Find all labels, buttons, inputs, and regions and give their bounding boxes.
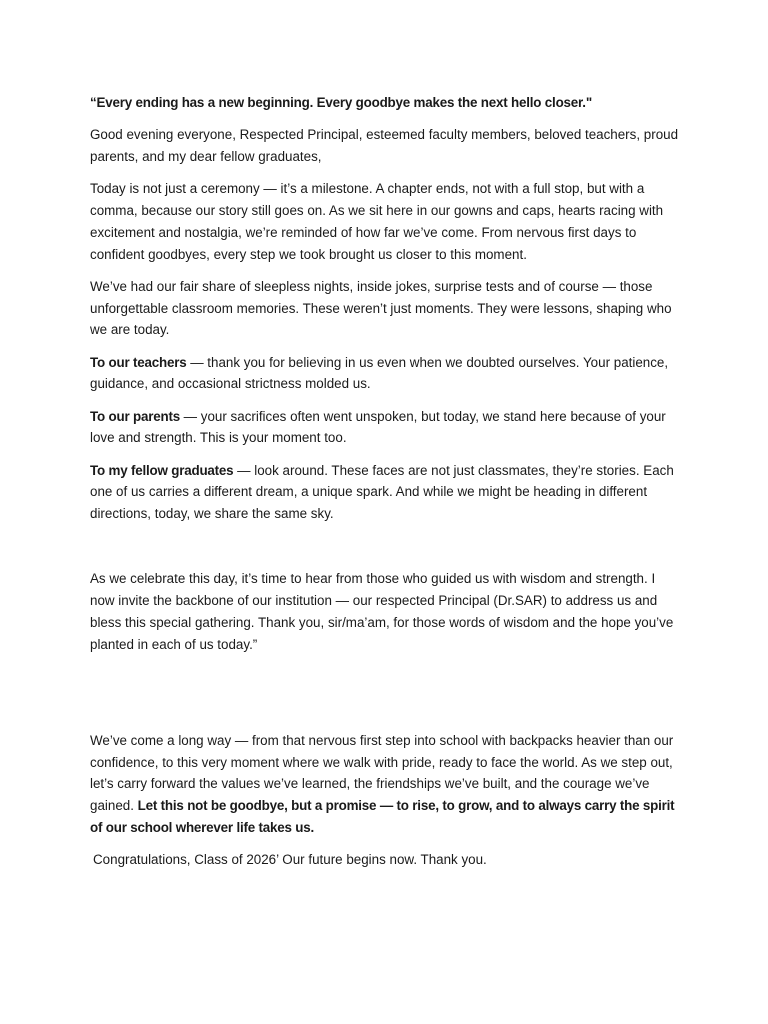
paragraph-spacer bbox=[90, 535, 682, 568]
teachers-lead: To our teachers bbox=[90, 354, 187, 370]
invitation-paragraph: As we celebrate this day, it’s time to hear from those who guided us with wisdom and strength. I now invite the backbone of our institution — our respected Principal (Dr.SAR) to address us and bless this special gathering. Thank you, sir/ma’am, for those words of wisdom and the hope you’ve planted in each of us today.” bbox=[90, 571, 674, 652]
parents-paragraph bbox=[90, 406, 682, 450]
graduates-paragraph bbox=[90, 460, 682, 525]
teachers-paragraph bbox=[90, 352, 682, 396]
closing-paragraph bbox=[90, 730, 682, 839]
teachers-text: — thank you for believing in us even when we doubted ourselves. Your patience, guidance, and occasional strictness molded us. bbox=[90, 354, 669, 392]
graduates-lead: To my fellow graduates bbox=[90, 462, 234, 478]
parents-text: — your sacrifices often went unspoken, but today, we stand here because of your love and strength. This is your moment too. bbox=[90, 408, 666, 446]
closing-bold: Let this not be goodbye, but a promise — to rise, to grow, and to always carry the spirit of our school wherever life takes us. bbox=[90, 798, 675, 836]
parents-lead: To our parents bbox=[90, 408, 180, 424]
paragraph-spacer bbox=[90, 666, 682, 730]
milestone-paragraph: Today is not just a ceremony — it’s a milestone. A chapter ends, not with a full stop, but with a comma, because our story still goes on. As we sit here in our gowns and caps, hearts racing with excitement and nostalgia, we’re reminded of how far we’ve come. From nervous first days to confident goodbyes, every step we took brought us closer to this moment. bbox=[90, 181, 664, 262]
speech-body bbox=[90, 92, 682, 881]
greeting-paragraph: Good evening everyone, Respected Principal, esteemed faculty members, beloved teachers, proud parents, and my dear fellow graduates, bbox=[90, 127, 679, 164]
opening-quote: “Every ending has a new beginning. Every goodbye makes the next hello closer." bbox=[90, 95, 592, 110]
closing-text: We’ve come a long way — from that nervous first step into school with backpacks heavier than our confidence, to this very moment where we walk with pride, ready to face the world. As we step out, let’s carry forward the values we’ve learned, the friendships we’ve built, and the courage we’ve gained. bbox=[90, 732, 674, 814]
graduates-text: — look around. These faces are not just classmates, they’re stories. Each one of us carries a different dream, a unique spark. And while we might be heading in different directions, today, we share the same sky. bbox=[90, 462, 674, 522]
congratulations-line: Congratulations, Class of 2026’ Our future begins now. Thank you. bbox=[93, 852, 487, 868]
memories-paragraph: We’ve had our fair share of sleepless nights, inside jokes, surprise tests and of course — those unforgettable classroom memories. These weren’t just moments. They were lessons, shaping who we are today. bbox=[90, 278, 672, 338]
